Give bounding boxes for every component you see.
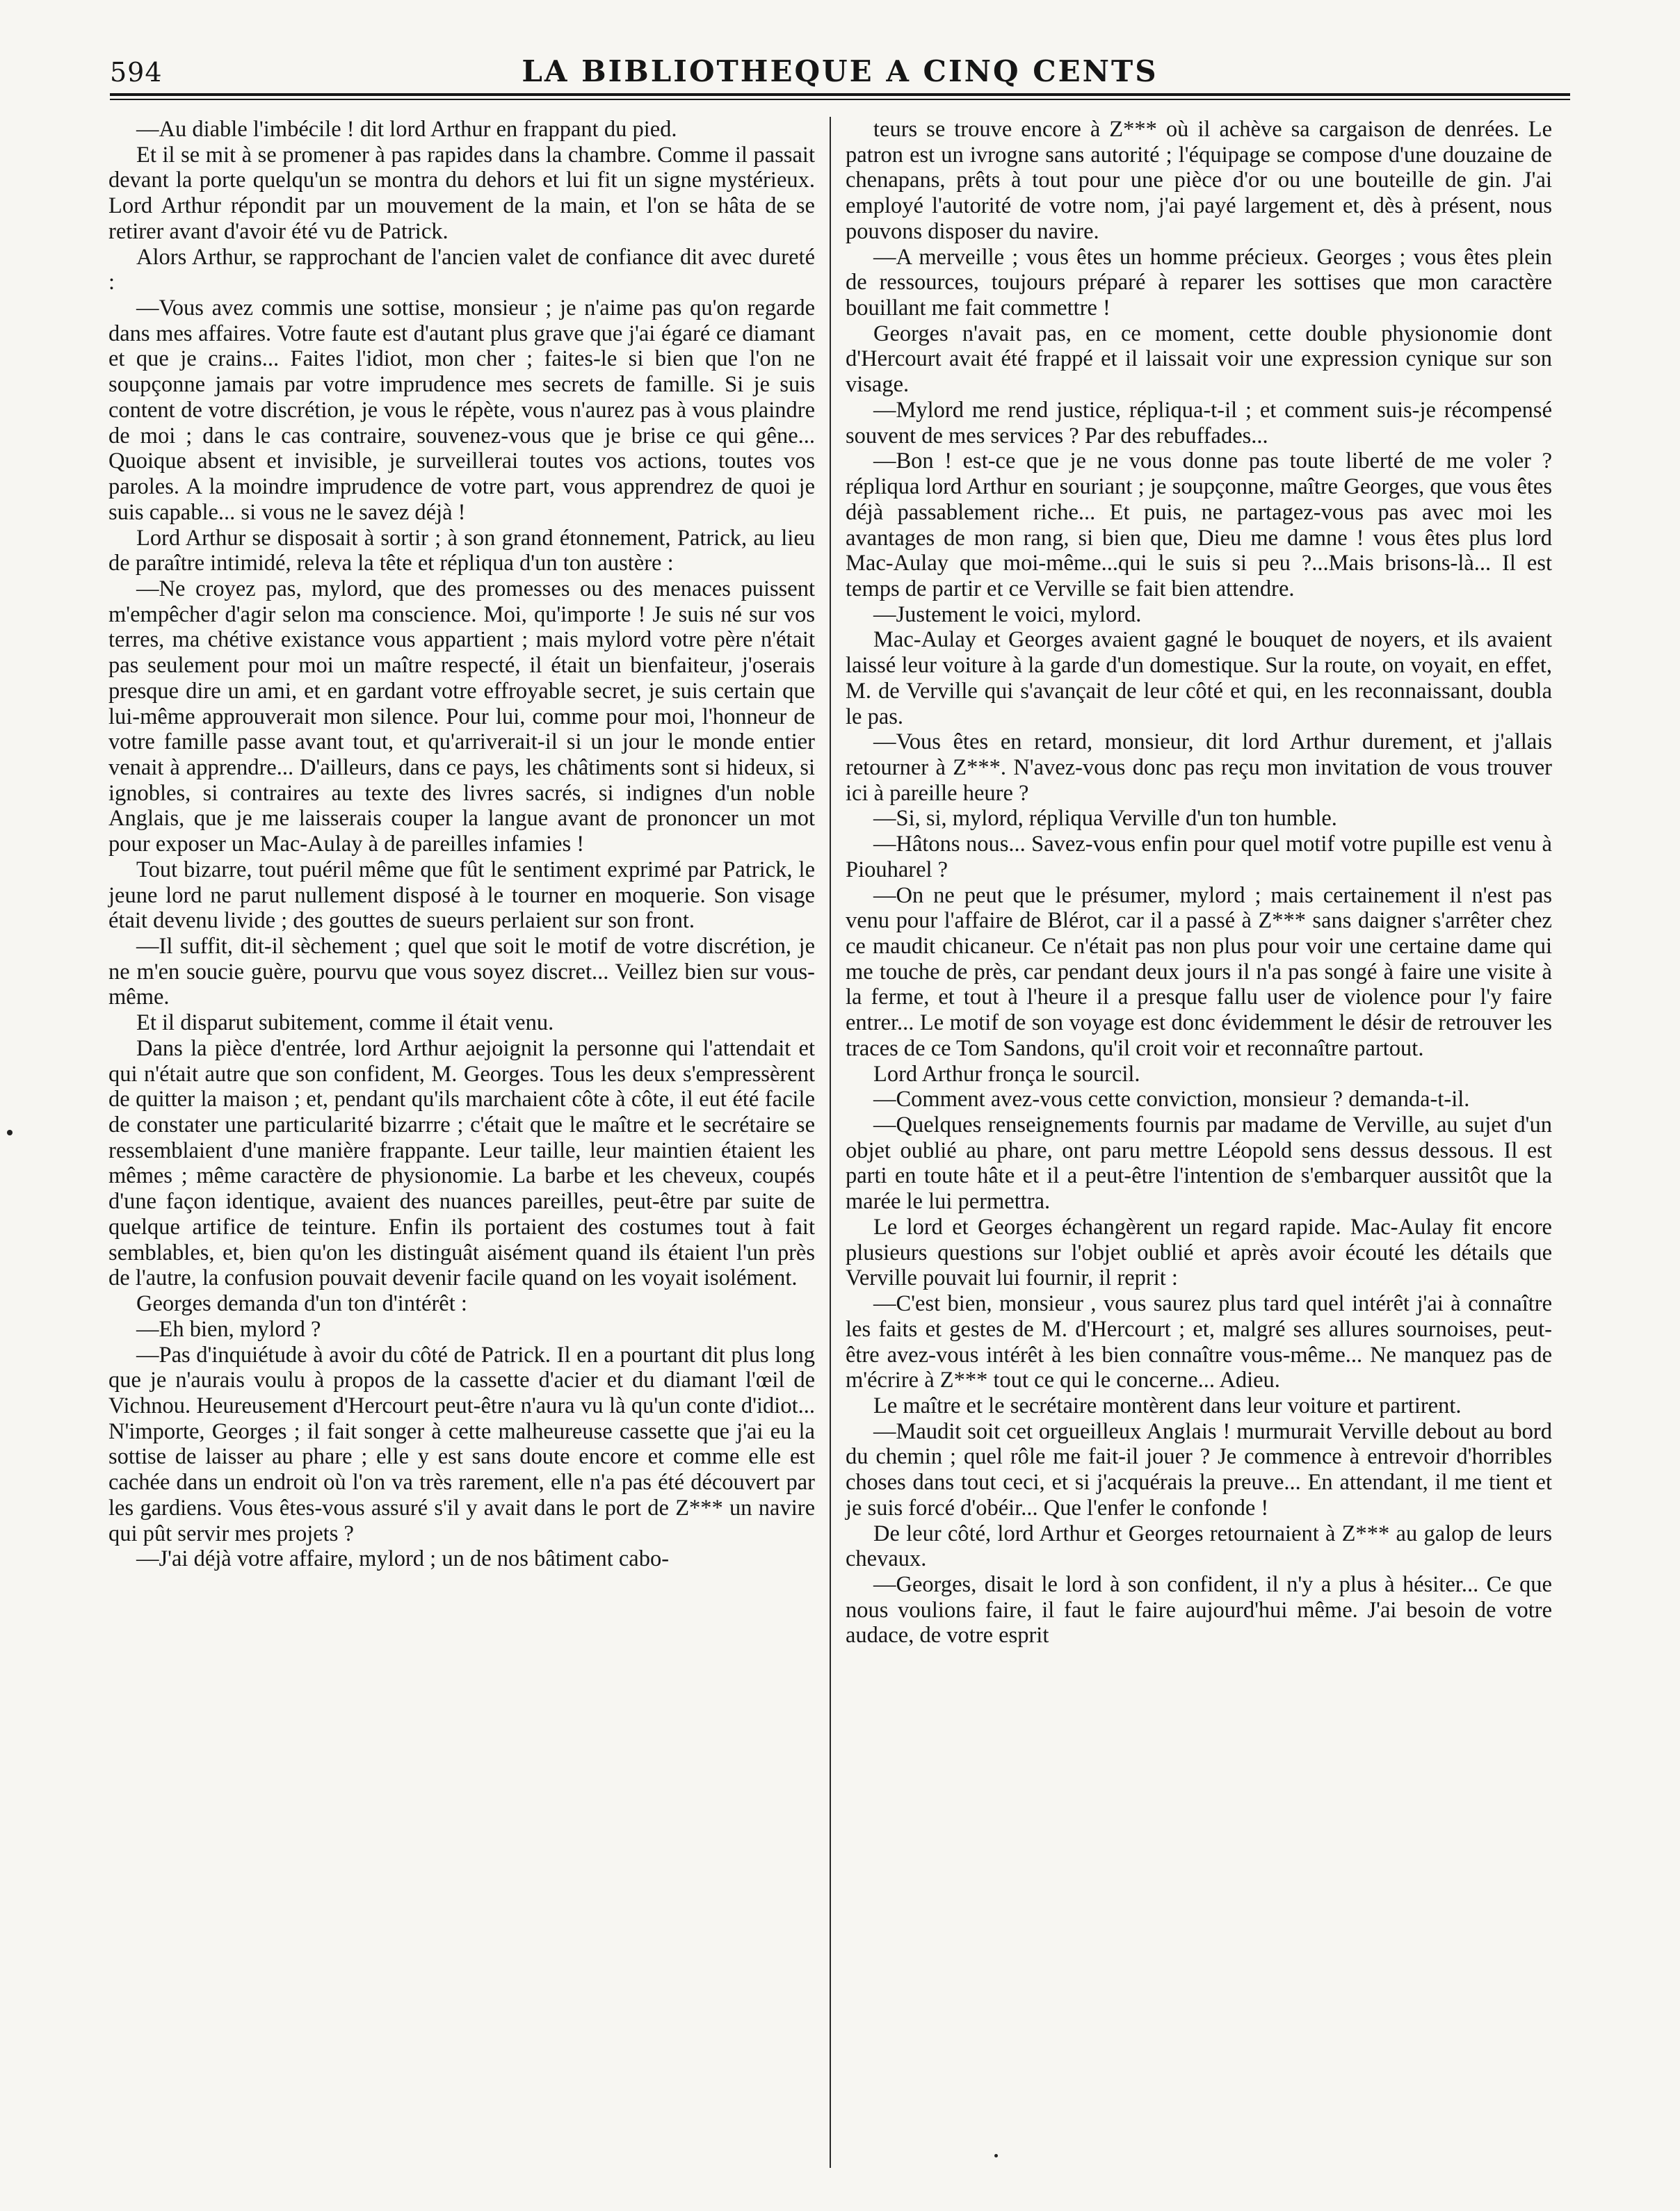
paragraph: —Comment avez-vous cette conviction, monsieur ? demanda-t-il. bbox=[873, 1087, 1470, 1112]
header-rule-thin bbox=[110, 99, 1570, 100]
page-header bbox=[110, 53, 1570, 93]
paragraph: —Justement le voici, mylord. bbox=[873, 601, 1142, 627]
paragraph: —On ne peut que le présumer, mylord ; mais certainement il n'est pas venu pour l'affaire de Blérot, car il a passé à Z*** sans daigner s'arrêter chez ce maudit chicaneur. Ce n'était pas non plus pour voir une certaine dame qui me touche de près, car pendant deux jours il n'a pas songé à faire une visite à la ferme, et tout à l'heure il a presque fallu user de violence pour l'y faire entrer... Le motif de son voyage est donc évidemment le désir de retrouver les traces de ce Tom Sandons, qu'il croit voir et reconnaître partout. bbox=[846, 882, 1552, 1061]
paragraph: Alors Arthur, se rapprochant de l'ancien valet de confiance dit avec dureté : bbox=[108, 244, 815, 295]
paragraph: —Si, si, mylord, répliqua Verville d'un ton humble. bbox=[873, 806, 1337, 832]
paragraph: Lord Arthur fronça le sourcil. bbox=[873, 1061, 1140, 1087]
text-column-left bbox=[108, 117, 815, 1572]
paragraph: —Mylord me rend justice, répliqua-t-il ; et comment suis-je récompensé souvent de mes services ? Par des rebuffades... bbox=[846, 397, 1552, 448]
paragraph: —Ne croyez pas, mylord, que des promesses ou des menaces puissent m'empêcher d'agir selon ma conscience. Moi, qu'importe ! Je suis né sur vos terres, ma chétive existance vous appartient ; mais mylord votre père n'était pas seulement pour moi un maître respecté, il était un bienfaiteur, j'oserais presque dire un ami, et en gardant votre effroyable secret, je suis certain que lui-même approuverait mon silence. Pour lui, comme pour moi, l'honneur de votre famille passe avant tout, et qu'arriverait-il si un jour le monde entier venait à apprendre... D'ailleurs, dans ce pays, les châtiments sont si hideux, si ignobles, si contraires au texte des livres sacrés, si indignes d'un noble Anglais, que je me laisserais couper la langue avant de prononcer un mot pour exposer un Mac-Aulay à de pareilles infamies ! bbox=[108, 576, 815, 857]
paragraph: —Vous êtes en retard, monsieur, dit lord Arthur durement, et j'allais retourner à Z***. N'avez-vous donc pas reçu mon invitation de vous trouver ici à pareille heure ? bbox=[846, 729, 1552, 806]
paragraph: —Pas d'inquiétude à avoir du côté de Patrick. Il en a pourtant dit plus long que je n'aurais voulu à propos de la cassette d'acier et du diamant l'œil de Vichnou. Heureusement d'Hercourt peut-être n'aura vu là qu'un conte d'idiot... N'importe, Georges ; il fait songer à cette malheureuse cassette que j'ai eu la sottise de laisser au phare ; elle y est sans doute encore et comme elle est cachée dans un endroit où l'on va très rarement, elle n'a pas été découvert par les gardiens. Vous êtes-vous assuré s'il y avait dans le port de Z*** un navire qui pût servir mes projets ? bbox=[108, 1342, 815, 1546]
paragraph: Dans la pièce d'entrée, lord Arthur aejoignit la personne qui l'attendait et qui n'était autre que son confident, M. Georges. Tous les deux s'empressèrent de quitter la maison ; et, pendant qu'ils marchaient côte à côte, il eut été facile de constater une particularité bizarrre ; c'était que le maître et le secrétaire se ressemblaient d'une manière frappante. Leur taille, leur maintien étaient les mêmes ; même caractère de physionomie. La barbe et les cheveux, coupés d'une façon identique, avaient des nuances pareilles, peut-être par suite de quelque artifice de teinture. Enfin ils portaient des costumes tout à fait semblables, et, bien qu'on les distinguât aisément quand ils étaient l'un près de l'autre, la confusion pouvait devenir facile quand on les voyait isolément. bbox=[108, 1035, 815, 1291]
paragraph: teurs se trouve encore à Z*** où il achève sa cargaison de denrées. Le patron est un ivrogne sans autorité ; l'équipage se compose d'une douzaine de chenapans, prêts à tout pour une pièce d'or ou une bouteille de gin. J'ai employé l'autorité de votre nom, j'ai payé largement et, dès à présent, nous pouvons disposer du navire. bbox=[846, 117, 1552, 244]
paragraph: De leur côté, lord Arthur et Georges retournaient à Z*** au galop de leurs chevaux. bbox=[846, 1521, 1552, 1572]
paragraph: Le lord et Georges échangèrent un regard rapide. Mac-Aulay fit encore plusieurs questions sur l'objet oublié et après avoir écouté les détails que Verville pouvait lui fournir, il reprit : bbox=[846, 1214, 1552, 1291]
paragraph: —C'est bien, monsieur , vous saurez plus tard quel intérêt j'ai à connaître les faits et gestes de M. d'Hercourt ; et, malgré ses allures sournoises, peut-être avez-vous intérêt à les bien connaître vous-même... Ne manquez pas de m'écrire à Z*** tout ce qui le concerne... Adieu. bbox=[846, 1291, 1552, 1393]
paragraph: —Au diable l'imbécile ! dit lord Arthur en frappant du pied. bbox=[136, 117, 677, 142]
paragraph: Georges demanda d'un ton d'intérêt : bbox=[136, 1291, 467, 1317]
paragraph: —Eh bien, mylord ? bbox=[136, 1316, 321, 1342]
paragraph: —Georges, disait le lord à son confident, il n'y a plus à hésiter... Ce que nous voulions faire, il faut le faire aujourd'hui même. J'ai besoin de votre audace, de votre esprit bbox=[846, 1571, 1552, 1649]
paragraph: —Hâtons nous... Savez-vous enfin pour quel motif votre pupille est venu à Piouharel ? bbox=[846, 832, 1552, 882]
paragraph: —J'ai déjà votre affaire, mylord ; un de nos bâtiment cabo- bbox=[136, 1546, 670, 1572]
paragraph: Tout bizarre, tout puéril même que fût le sentiment exprimé par Patrick, le jeune lord ne parut nullement disposé à le tourner en moquerie. Son visage était devenu livide ; des gouttes de sueurs perlaient sur son front. bbox=[108, 857, 815, 934]
paragraph: —Bon ! est-ce que je ne vous donne pas toute liberté de me voler ? répliqua lord Arthur en souriant ; je soupçonne, maître Georges, que vous êtes déjà passablement riche... Et puis, ne partagez-vous pas avec moi les avantages de mon rang, si bien que, Dieu me damne ! vous êtes plus lord Mac-Aulay que moi-même...qui le suis si peu ?...Mais brisons-là... Il est temps de partir et ce Verville se fait bien attendre. bbox=[846, 448, 1552, 601]
paragraph: —Quelques renseignements fournis par madame de Verville, au sujet d'un objet oublié au phare, ont paru mettre Léopold sens dessus dessous. Il est parti en toute hâte et il a peut-être l'intention de s'embarquer aussitôt que la marée le lui permettra. bbox=[846, 1112, 1552, 1215]
paragraph: —Maudit soit cet orgueilleux Anglais ! murmurait Verville debout au bord du chemin ; quel rôle me fait-il jouer ? Je commence à entrevoir d'horribles choses dans tout ceci, et si j'acquérais la preuve... En attendant, il me tient et je suis forcé d'obéir... Que l'enfer le confonde ! bbox=[846, 1418, 1552, 1521]
print-speck bbox=[7, 1130, 13, 1135]
print-speck bbox=[994, 2154, 998, 2157]
header-rule-thick bbox=[110, 93, 1570, 96]
paragraph: Georges n'avait pas, en ce moment, cette double physionomie dont d'Hercourt avait été frappé et il laissait voir une expression cynique sur son visage. bbox=[846, 321, 1552, 398]
paragraph: —A merveille ; vous êtes un homme précieux. Georges ; vous êtes plein de ressources, toujours préparé à reparer les sottises que mon caractère bouillant me fait commettre ! bbox=[846, 244, 1552, 321]
paragraph: Lord Arthur se disposait à sortir ; à son grand étonnement, Patrick, au lieu de paraître intimidé, releva la tête et répliqua d'un ton austère : bbox=[108, 525, 815, 576]
paragraph: Et il disparut subitement, comme il était venu. bbox=[136, 1010, 554, 1036]
paragraph: Et il se mit à se promener à pas rapides dans la chambre. Comme il passait devant la porte quelqu'un se montra du dehors et lui fit un signe mystérieux. Lord Arthur répondit par un mouvement de la main, et l'on se hâta de se retirer avant d'avoir été vu de Patrick. bbox=[108, 142, 815, 244]
column-divider bbox=[830, 117, 831, 2168]
text-column-right bbox=[846, 117, 1552, 1649]
paragraph: Le maître et le secrétaire montèrent dans leur voiture et partirent. bbox=[873, 1393, 1462, 1418]
page-number: 594 bbox=[110, 57, 163, 88]
paragraph: Mac-Aulay et Georges avaient gagné le bouquet de noyers, et ils avaient laissé leur voiture à la garde d'un domestique. Sur la route, on voyait, en effet, M. de Verville qui s'avançait de leur côté et qui, en les reconnaissant, doubla le pas. bbox=[846, 627, 1552, 729]
paragraph: —Vous avez commis une sottise, monsieur ; je n'aime pas qu'on regarde dans mes affaires. Votre faute est d'autant plus grave que j'ai égaré ce diamant et que je crains... Faites l'idiot, mon cher ; faites-le si bien que l'on ne soupçonne jamais par votre imprudence mes secrets de famille. Si je suis content de votre discrétion, je vous le répète, vous n'aurez pas à vous plaindre de moi ; dans le cas contraire, souvenez-vous que je brise ce qui gêne... Quoique absent et invisible, je surveillerai toutes vos actions, toutes vos paroles. A la moindre imprudence de votre part, vous apprendrez de quoi je suis capable... si vous ne le savez déjà ! bbox=[108, 295, 815, 525]
running-title: LA BIBLIOTHEQUE A CINQ CENTS bbox=[522, 54, 1158, 88]
paragraph: —Il suffit, dit-il sèchement ; quel que soit le motif de votre discrétion, je ne m'en soucie guère, pourvu que vous soyez discret... Veillez bien sur vous-même. bbox=[108, 934, 815, 1010]
